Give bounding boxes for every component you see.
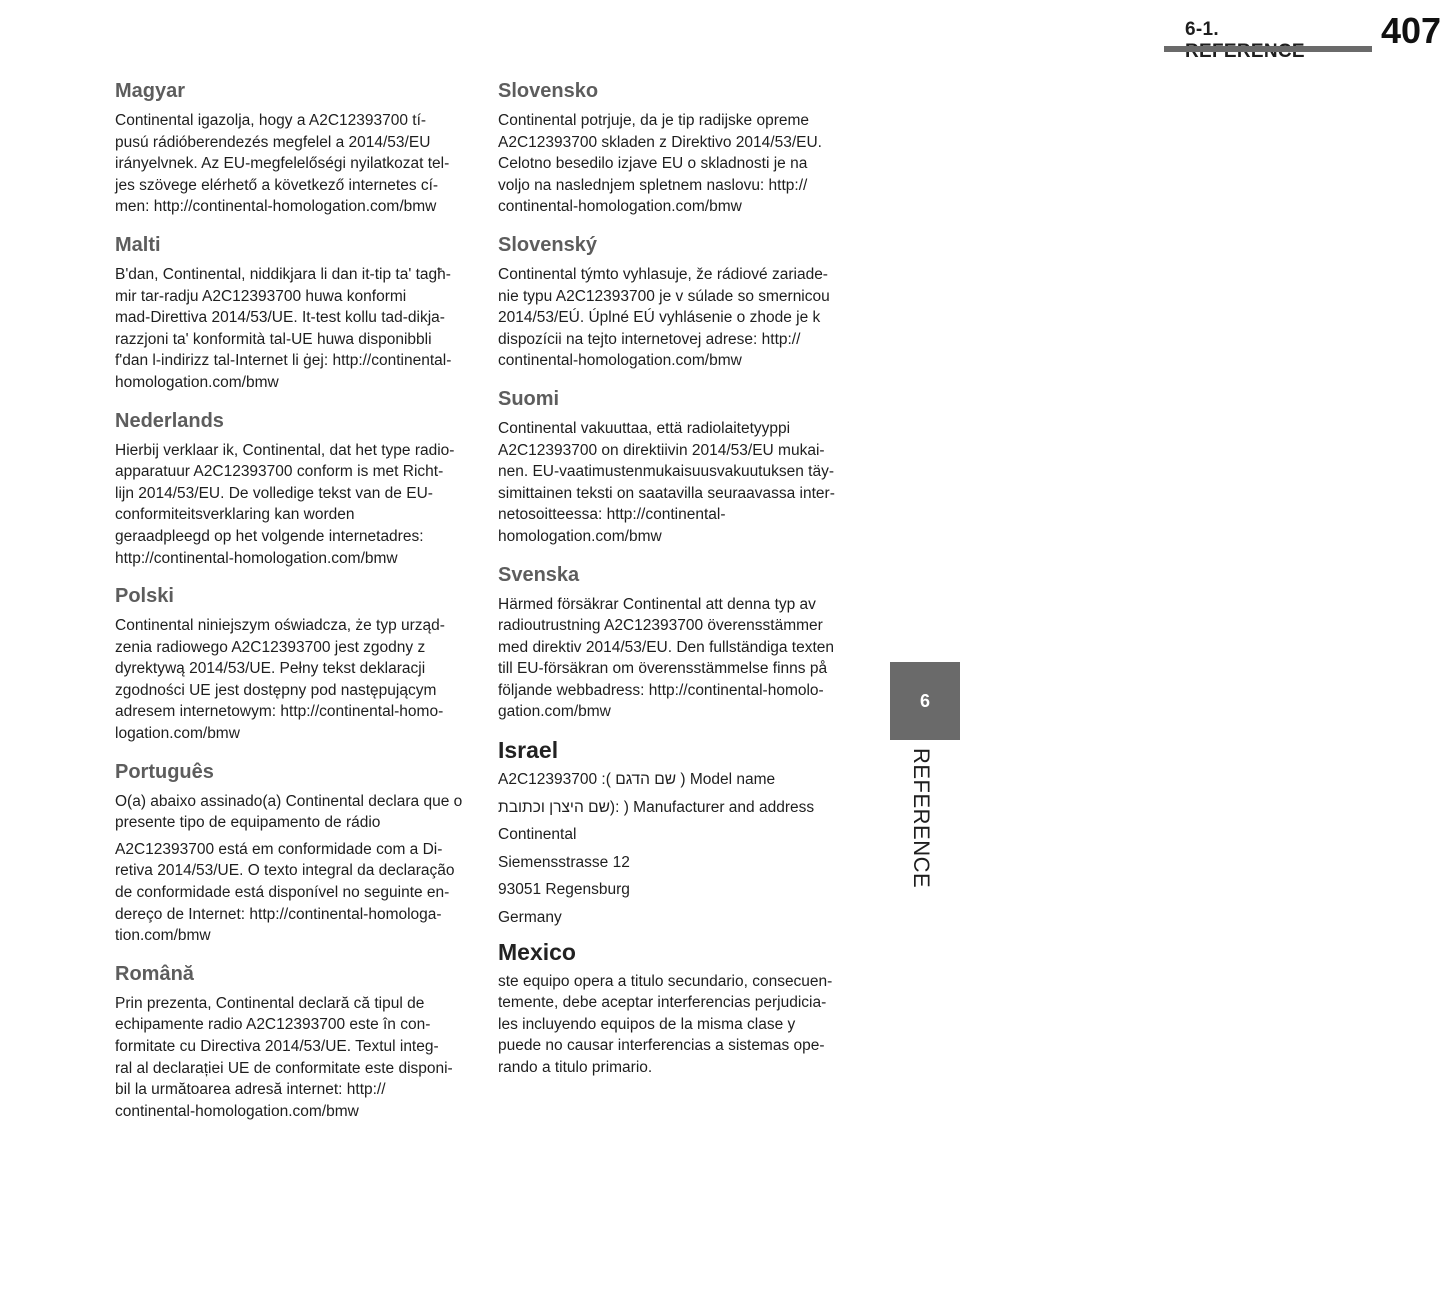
text-line: voljo na naslednjem spletnem naslovu: http:// (498, 176, 808, 194)
text-line: Hierbij verklaar ik, Continental, dat het type radio- (115, 441, 455, 459)
text-line: mad-Direttiva 2014/53/UE. It-test kollu tad-dikja- (115, 309, 445, 327)
text-line: logation.com/bmw (115, 725, 240, 743)
text-line: Continental niniejszym oświadcza, że typ urząd- (115, 617, 445, 635)
right-column (498, 78, 848, 1093)
text-line: Celotno besedilo izjave EU o skladnosti je na (498, 155, 808, 173)
address-row (498, 769, 848, 791)
text-line: les incluyendo equipos de la misma clase y (498, 1015, 796, 1033)
paragraph-mexico (498, 971, 848, 1079)
text-line: dispozícii na tejto internetovej adrese: http:// (498, 330, 801, 348)
text-line: puede no causar interferencias a sistemas ope- (498, 1037, 825, 1055)
text-line: ral al declarației UE de conformitate este disponi- (115, 1059, 453, 1077)
paragraph-romana (115, 993, 465, 1123)
text-line: continental-homologation.com/bmw (498, 198, 742, 216)
text-line: dyrektywą 2014/53/UE. Pełny tekst deklaracji (115, 660, 426, 678)
text-line: continental-homologation.com/bmw (115, 1102, 359, 1120)
text-line: B'dan, Continental, niddikjara li dan it-tip ta' tagħ- (115, 265, 451, 283)
text-line: A2C12393700 está em conformidade com a Di- (115, 840, 443, 858)
text-line: lijn 2014/53/EU. De volledige tekst van de EU- (115, 484, 433, 502)
text-line: homologation.com/bmw (498, 527, 662, 545)
heading-malti: Malti (115, 233, 161, 256)
heading-polski: Polski (115, 585, 174, 608)
text-line: 93051 Regensburg (498, 881, 630, 899)
text-line: geraadpleegd op het volgende internetadres: (115, 527, 424, 545)
heading-mexico: Mexico (498, 938, 576, 965)
address-row (498, 907, 848, 929)
section-title: 6-1. (1185, 19, 1219, 40)
text-line: Continental potrjuje, da je tip radijske opreme (498, 112, 810, 129)
text-line: continental-homologation.com/bmw (498, 352, 742, 370)
heading-romana: Română (115, 962, 194, 985)
text-line: razzjoni ta' konformità tal-UE huwa disponibbli (115, 330, 432, 348)
text-line: pusú rádióberendezés megfelel a 2014/53/EU (115, 133, 431, 151)
text-line: retiva 2014/53/UE. O texto integral da declaração (115, 862, 455, 880)
paragraph-suomi (498, 418, 848, 548)
text-line: rando a titulo primario. (498, 1059, 653, 1076)
paragraph-portugues (115, 791, 465, 834)
paragraph-slovensko (498, 110, 848, 218)
text-line: netosoitteessa: http://continental- (498, 506, 726, 524)
text-line: Continental (498, 826, 577, 844)
heading-israel: Israel (498, 737, 559, 764)
address-row (498, 797, 848, 819)
text-line: 2014/53/EÚ. Úplné EÚ vyhlásenie o zhode je k (498, 309, 821, 327)
text-line: Continental igazolja, hogy a A2C12393700 tí- (115, 112, 427, 129)
text-line: echipamente radio A2C12393700 este în con- (115, 1016, 431, 1034)
text-line: homologation.com/bmw (115, 373, 279, 391)
address-row (498, 824, 848, 846)
chapter-label: REFERENCE (909, 748, 934, 889)
heading-slovensko: Slovensko (498, 80, 599, 102)
text-line: följande webbadress: http://continental-homolo- (498, 681, 824, 699)
text-line: gation.com/bmw (498, 703, 611, 721)
text-line: temente, debe aceptar interferencias perjudicia- (498, 994, 827, 1012)
text-line: radioutrustning A2C12393700 överensstämmer (498, 617, 823, 635)
heading-suomi: Suomi (498, 387, 560, 410)
text-line: till EU-försäkran om överensstämmelse finns på (498, 660, 828, 678)
paragraph-nederlands (115, 440, 465, 570)
text-line: med direktiv 2014/53/EU. Den fullständiga texten (498, 638, 835, 656)
text-line: שם היצרן וכתובת): ) Manufacturer and address (498, 798, 815, 816)
page-header (568, 0, 1441, 54)
text-line: tion.com/bmw (115, 927, 211, 945)
text-line: bil la următoarea adresă internet: http:// (115, 1081, 386, 1099)
paragraph-portugues (115, 839, 465, 947)
text-line: O(a) abaixo assinado(a) Continental declara que o (115, 792, 463, 810)
text-line: de conformidade está disponível no seguinte en- (115, 884, 450, 902)
text-line: Prin prezenta, Continental declară că tipul de (115, 994, 425, 1012)
text-line: Siemensstrasse 12 (498, 853, 630, 871)
text-line: adresem internetowym: http://continental-homo- (115, 703, 444, 721)
heading-slovensky: Slovenský (498, 233, 597, 256)
text-line: nen. EU-vaatimustenmukaisuusvakuutuksen täy- (498, 463, 834, 481)
text-line: Härmed försäkrar Continental att denna typ av (498, 595, 816, 613)
heading-svenska: Svenska (498, 563, 580, 586)
text-line: conformiteitsverklaring kan worden (115, 506, 355, 524)
paragraph-magyar (115, 110, 465, 218)
text-line: dereço de Internet: http://continental-homologa- (115, 905, 442, 923)
text-line: A2C12393700 skladen z Direktivo 2014/53/EU. (498, 133, 822, 151)
header-rule (1164, 46, 1372, 52)
text-line: zenia radiowego A2C12393700 jest zgodny z (115, 638, 426, 656)
text-line: mir tar-radju A2C12393700 huwa konformi (115, 287, 407, 305)
heading-nederlands: Nederlands (115, 409, 224, 432)
page-number: 407 (1381, 10, 1441, 51)
heading-magyar: Magyar (115, 80, 186, 102)
paragraph-malti (115, 264, 465, 394)
left-column (115, 78, 465, 1136)
address-row (498, 852, 848, 874)
text-line: simittainen teksti on saatavilla seuraavassa inter- (498, 484, 835, 502)
text-line: formitate cu Directiva 2014/53/UE. Textul integ- (115, 1038, 439, 1055)
text-line: f'dan l-indirizz tal-Internet li ġej: http://continental- (115, 352, 452, 370)
text-line: presente tipo de equipamento de rádio (115, 814, 381, 832)
chapter-tab (890, 662, 960, 740)
text-line: nie typu A2C12393700 je v súlade so smernicou (498, 287, 830, 305)
text-line: jes szövege elérhető a következő internetes cí- (115, 176, 439, 194)
text-line: apparatuur A2C12393700 conform is met Richt- (115, 463, 444, 481)
text-line: A2C12393700 :( שם הדגם ) Model name (498, 771, 776, 789)
paragraph-svenska (498, 594, 848, 724)
heading-portugues: Português (115, 760, 214, 783)
text-line: ste equipo opera a titulo secundario, consecuen- (498, 972, 833, 990)
chapter-number: 6 (919, 690, 930, 711)
text-line: zgodności UE jest dostępny pod następującym (115, 681, 437, 699)
text-line: A2C12393700 on direktiivin 2014/53/EU mukai- (498, 441, 825, 459)
text-line: http://continental-homologation.com/bmw (115, 549, 398, 567)
text-line: Continental týmto vyhlasuje, že rádiové zariade- (498, 265, 828, 283)
text-line: men: http://continental-homologation.com/bmw (115, 198, 437, 216)
text-line: irányelvnek. Az EU-megfelelőségi nyilatkozat tel- (115, 155, 450, 173)
text-line: Continental vakuuttaa, että radiolaitetyyppi (498, 419, 791, 437)
text-line: Germany (498, 909, 562, 927)
paragraph-polski (115, 615, 465, 745)
paragraph-slovensky (498, 264, 848, 372)
address-row (498, 879, 848, 901)
